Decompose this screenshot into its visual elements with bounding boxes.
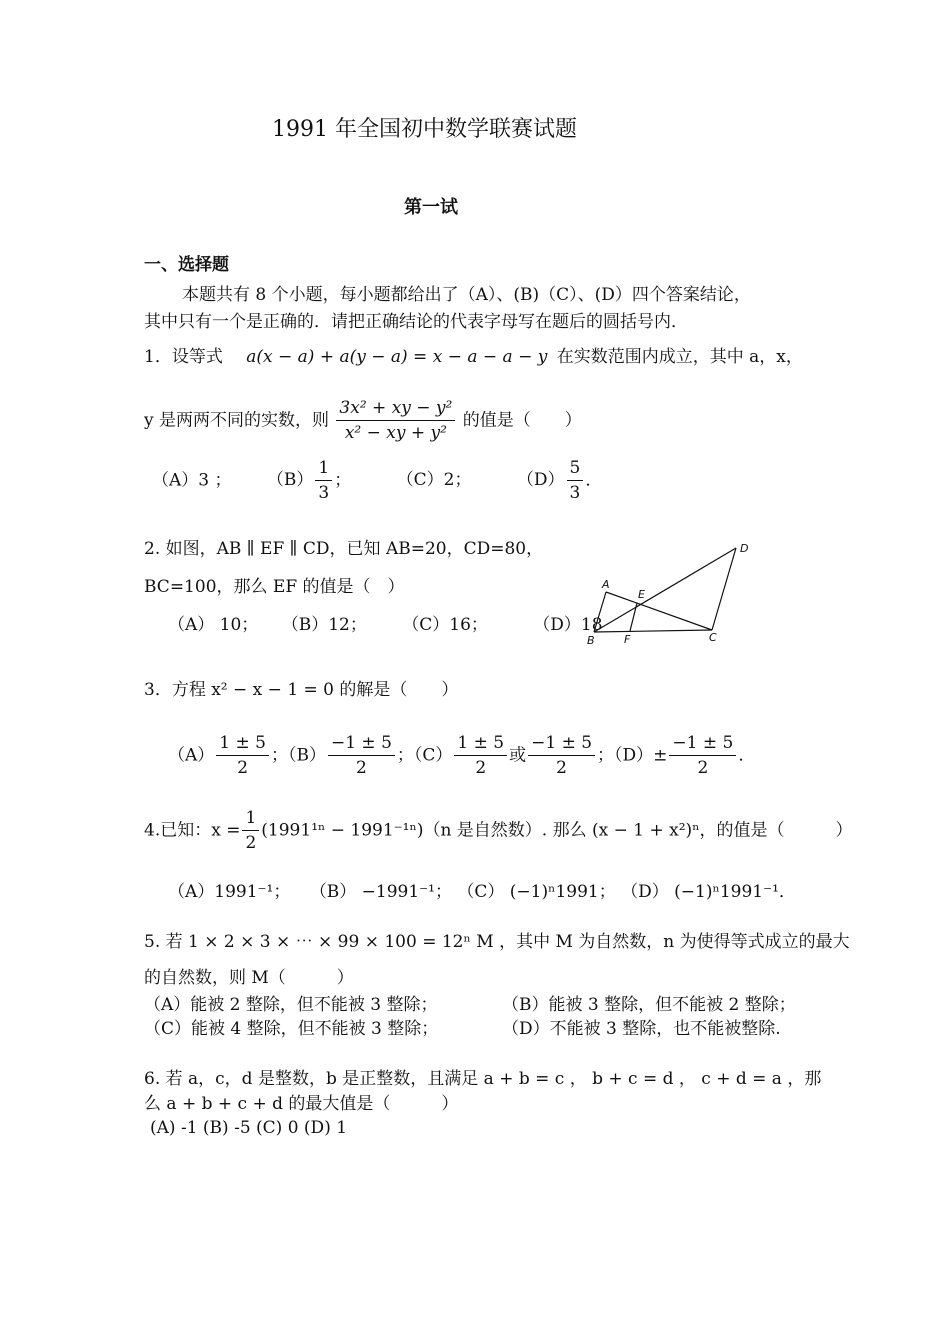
q3-option-c-pre: ；（C） (396, 745, 453, 766)
q3-option-b-pre: ；（B） (270, 745, 326, 766)
q3-option-d-num: −1 ± 5 (669, 733, 736, 756)
q4-expression: (1991¹ⁿ − 1991⁻¹ⁿ) (261, 820, 424, 841)
q1-option-d-fraction (567, 458, 584, 504)
page-subtitle: 第一试 (404, 197, 458, 218)
q3-option-a-pre: （A） (168, 745, 215, 766)
q3-line-1: 3．方程 x² − x − 1 = 0 的解是（ ） (144, 680, 459, 700)
q2-figure (584, 540, 754, 650)
q1-line-1 (144, 349, 803, 366)
label-d: D (740, 542, 749, 555)
page-title: 1991 年全国初中数学联赛试题 (272, 117, 577, 142)
q4-lead: 4.已知：x = (144, 820, 241, 841)
q1-option-a: （A）3 ； (152, 470, 232, 491)
q2-line-2: BC=100，那么 EF 的值是（ ） (144, 577, 405, 597)
q1-lead: 1．设等式 (144, 347, 223, 367)
q3-option-c-den-2: 2 (556, 758, 567, 779)
q3-option-a-fraction (216, 733, 269, 779)
q1-fraction-numerator: 3x² + xy − y² (336, 398, 455, 421)
q1-line-2 (144, 398, 582, 444)
q3-option-d-pre: ；（D）± (597, 745, 668, 766)
q4-fraction-num: 1 (242, 808, 259, 831)
q3-option-c-num-2: −1 ± 5 (528, 733, 595, 756)
label-b: B (587, 634, 595, 647)
q3-option-d-post: ． (738, 745, 756, 766)
segment-bc (594, 630, 712, 632)
q3-option-d-den: 2 (697, 758, 709, 779)
q4-fraction-den: 2 (245, 833, 257, 854)
q3-option-a-num: 1 ± 5 (216, 733, 269, 756)
q4-option-a: （A）1991⁻¹； (168, 882, 291, 902)
q1-line2-post: 的值是（ ） (462, 410, 582, 431)
segment-ac (606, 592, 712, 630)
label-e: E (638, 588, 645, 601)
q2-option-b: （B）12； (281, 615, 367, 635)
q2-line-1: 2. 如图，AB ∥ EF ∥ CD，已知 AB=20，CD=80， (144, 539, 544, 559)
q1-option-b-pre: （B） (266, 470, 314, 491)
q1-option-d-num: 5 (567, 458, 584, 481)
q6-line-2: 么 a + b + c + d 的最大值是（ ） (144, 1094, 459, 1114)
q4-line-1 (144, 808, 853, 854)
q5-line-1: 5. 若 1 × 2 × 3 × ⋯ × 99 × 100 = 12ⁿ M ，其中 M 为自然数，n 为使得等式成立的最大 (144, 932, 850, 952)
q1-option-c: （C）2； (396, 470, 472, 491)
q4-option-b: （B） −1991⁻¹； (309, 882, 452, 902)
q4-option-d: （D） (−1)ⁿ1991⁻¹． (621, 882, 796, 902)
q3-option-c-fraction-2 (528, 733, 595, 779)
q1-option-b-num: 1 (315, 458, 332, 481)
q3-option-c-num: 1 ± 5 (454, 733, 507, 756)
q5-option-b: （B）能被 3 整除，但不能被 2 整除； (502, 995, 796, 1015)
q6-options: (A) -1 (B) -5 (C) 0 (D) 1 (150, 1118, 348, 1138)
q1-expression: a(x − a) + a(y − a) = x − a − a − y (246, 347, 548, 367)
label-a: A (602, 578, 610, 591)
q4-option-c: （C） (−1)ⁿ1991； (457, 882, 616, 902)
q3-option-b-num: −1 ± 5 (328, 733, 395, 756)
q1-fraction-denominator: x² − xy + y² (344, 423, 447, 444)
q1-option-b-fraction (315, 458, 332, 504)
q3-option-c-or: 或 (509, 745, 527, 766)
q6-line-1: 6. 若 a，c，d 是整数，b 是正整数，且满足 a + b = c ， b + c = d ， c + d = a ，那 (144, 1069, 822, 1089)
label-c: C (709, 631, 717, 644)
q4-mid: （n 是自然数）. 那么 (x − 1 + x²)ⁿ，的值是（ ） (423, 820, 853, 841)
q1-tail: 在实数范围内成立，其中 a，x， (556, 347, 803, 367)
q1-option-b-post: ； (334, 470, 352, 491)
q1-option-d-pre: （D） (516, 470, 565, 491)
q2-option-c: （C）16； (402, 615, 488, 635)
q1-fraction (336, 398, 455, 444)
q3-option-c-den: 2 (475, 758, 487, 779)
q3-option-b-fraction (328, 733, 395, 779)
q2-option-a: （A） 10； (168, 615, 259, 635)
q4-options (168, 884, 796, 901)
q5-option-d: （D）不能被 3 整除，也不能被整除. (502, 1019, 781, 1039)
q1-options (152, 458, 602, 504)
q2-options (168, 617, 603, 634)
q5-line-2: 的自然数，则 M（ ） (144, 968, 354, 988)
q3-option-c-fraction (454, 733, 507, 779)
section-heading: 一、选择题 (144, 255, 229, 275)
segment-ef (630, 603, 637, 631)
intro-line-1: 本题共有 8 个小题，每小题都给出了（A）、(B)（C）、(D）四个答案结论， (182, 285, 751, 305)
q3-option-d-fraction (669, 733, 736, 779)
q5-option-a: （A）能被 2 整除，但不能被 3 整除； (144, 995, 438, 1015)
q1-line2-pre: y 是两两不同的实数，则 (144, 410, 330, 431)
q2-option-d: （D）18 (533, 615, 603, 635)
q3-option-a-den: 2 (237, 758, 249, 779)
q4-fraction (242, 808, 259, 854)
q3-options (168, 733, 755, 779)
q1-option-b-den: 3 (318, 483, 330, 504)
q1-option-d-post: ． (585, 470, 603, 491)
q3-option-b-den: 2 (356, 758, 367, 779)
intro-line-2: 其中只有一个是正确的．请把正确结论的代表字母写在题后的圆括号内． (144, 312, 688, 332)
label-f: F (624, 633, 631, 646)
q1-option-d-den: 3 (569, 483, 581, 504)
q5-option-c: （C）能被 4 整除，但不能被 3 整除； (144, 1019, 439, 1039)
